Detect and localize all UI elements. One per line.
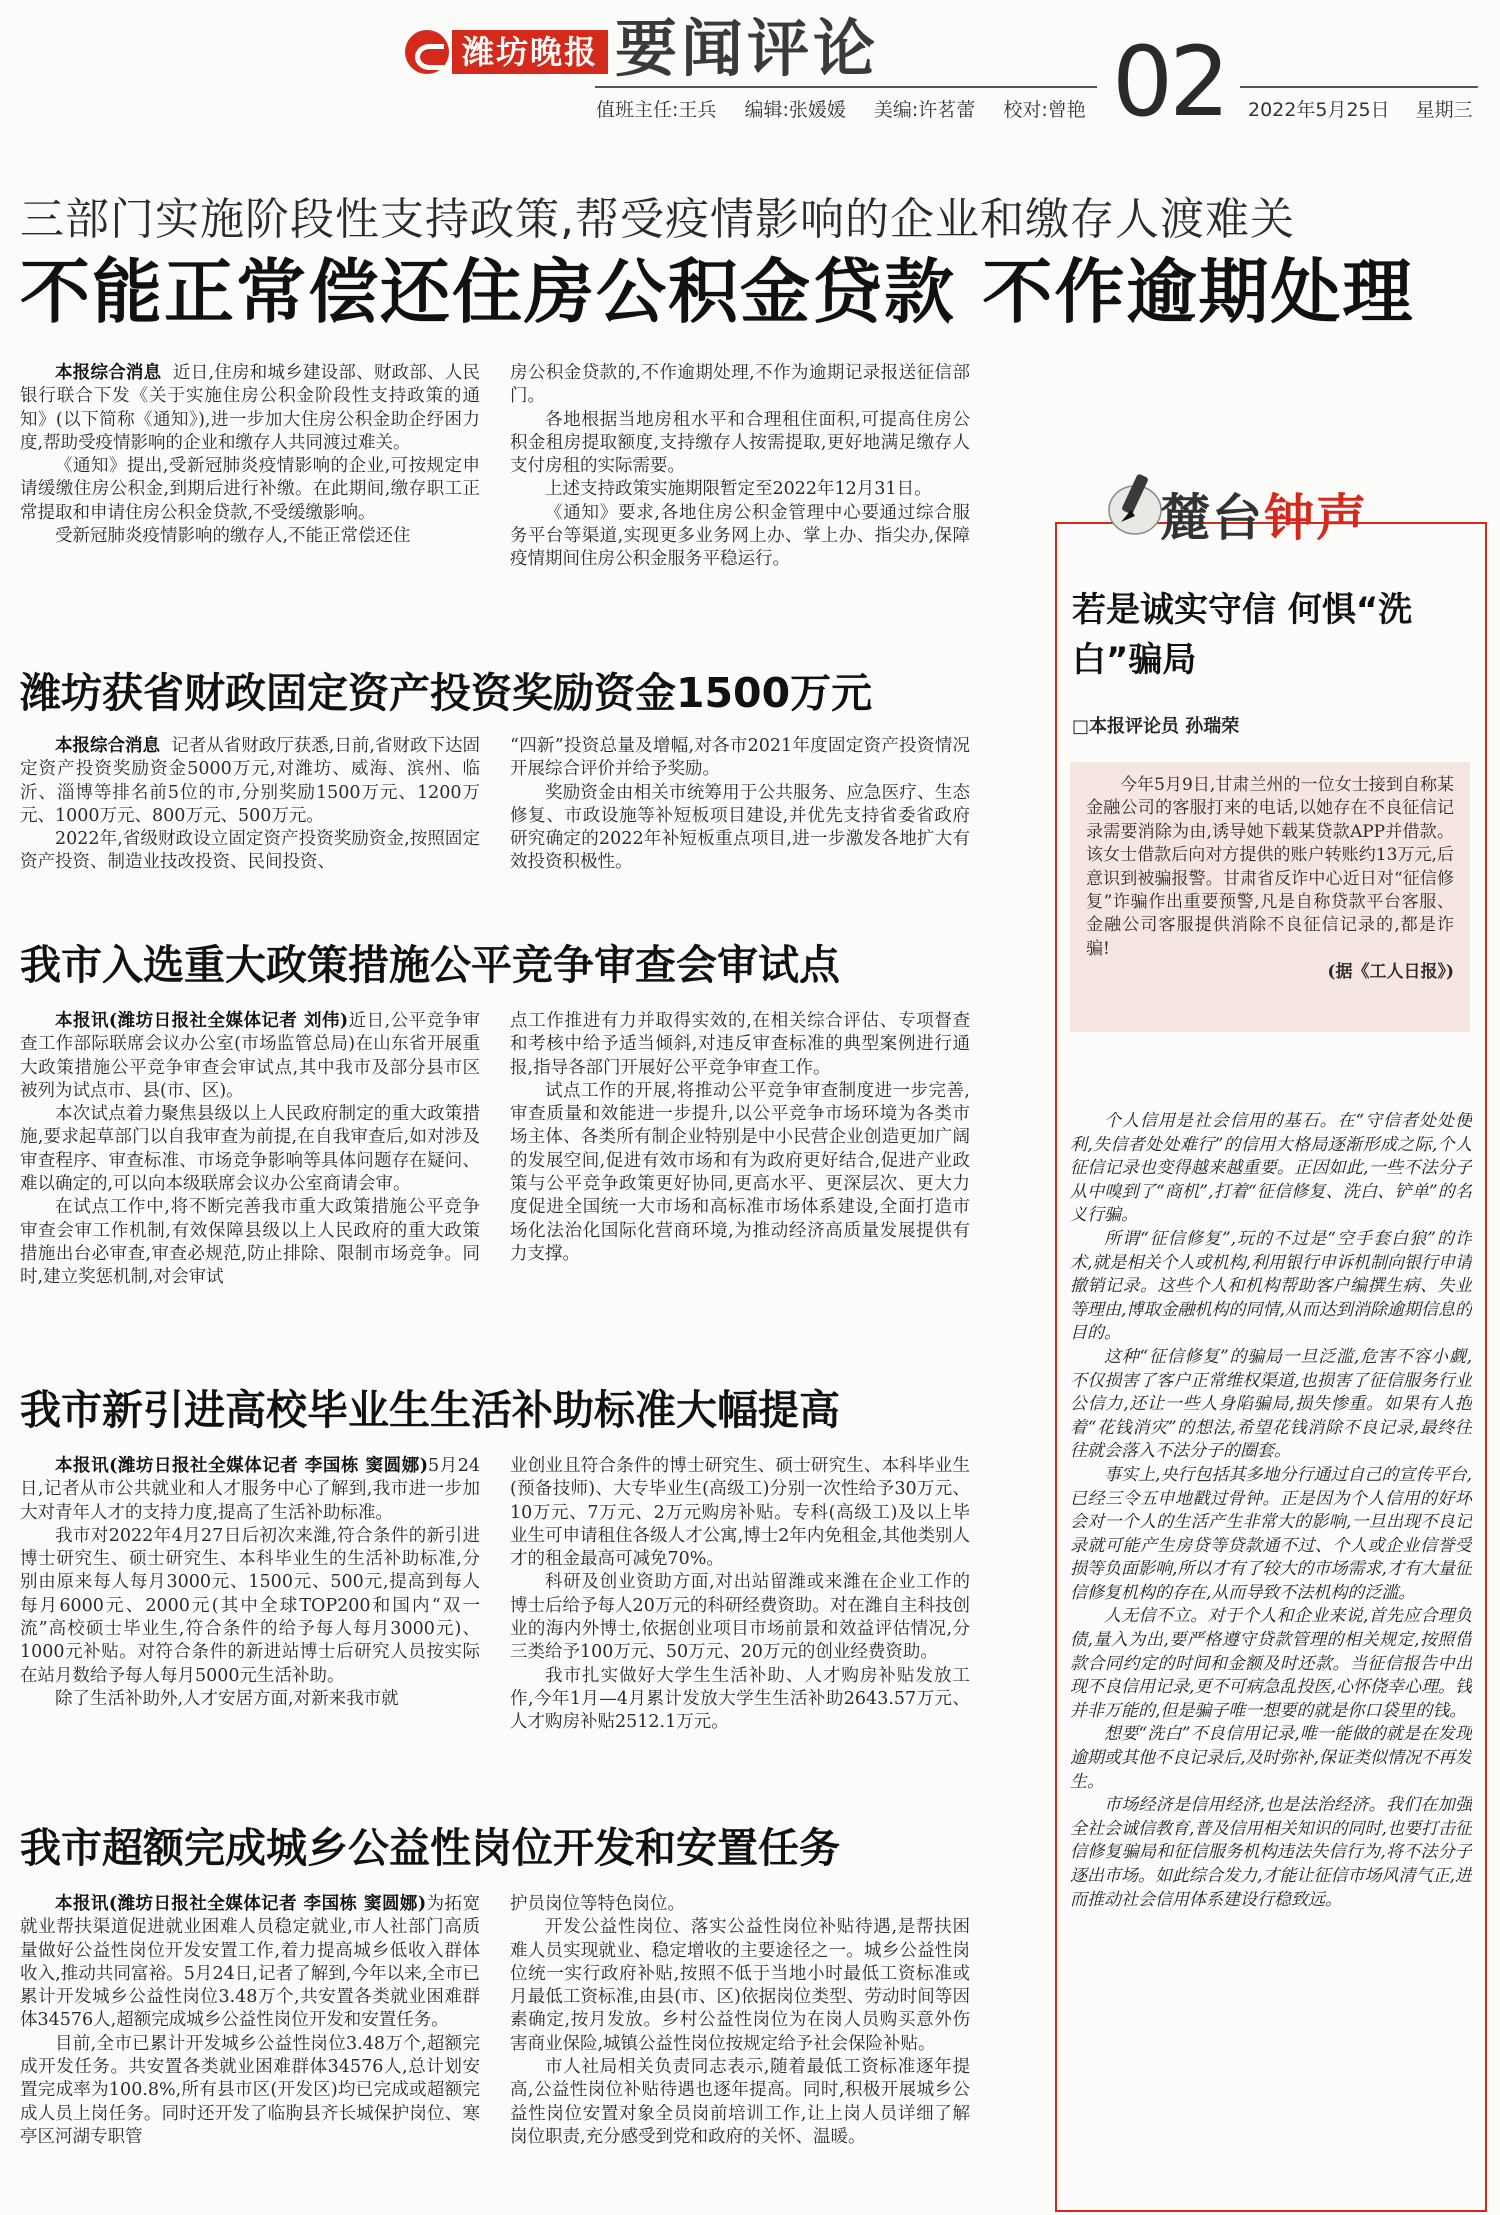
story3-column-1: 本报讯(潍坊日报社全媒体记者 刘伟)近日,公平竞争审查工作部际联席会议办公室(市场监管总局)在山东省开展重大政策措施公平竞争审查会审试点,其中我市及部分县市区被列为试点市、县(市、区)。 本次试点着力聚焦县级以上人民政府制定的重大政策措施,要求起草部门以自我审查为前提,在自我审查后,如对涉及审查程序、审查标准、市场竞争影响等具体问题存在疑问、难以确定的,可以向本级联席会议办公室商请会审。 在试点工作中,将不断完善我市重大政策措施公平竞争审查会审工作机制,有效保障县级以上人民政府的重大政策措施出台必审查,审查必规范,防止排除、限制市场竞争。同时,建立奖惩机制,对会审试 [20,1011,480,1288]
staff-duty-chief: 值班主任:王兵 [596,99,717,121]
story4-headline: 我市新引进高校毕业生生活补助标准大幅提高 [20,1386,840,1434]
staff-designer: 美编:许茗蕾 [873,99,976,121]
story3-column-2: 点工作推进有力并取得实效的,在相关综合评估、专项督查和考核中给予适当倾斜,对违反审查标准的典型案例进行通报,指导各部门开展好公平竞争审查工作。 试点工作的开展,将推动公平竞争审查制度进一步完善,审查质量和效能进一步提升,以公平竞争市场环境为各类市场主体、各类所有制企业特别是中小民营企业创造更加广阔的发展空间,促进有效市场和有为政府更好结合,促进产业政策与公平竞争政策更好协同,更高水平、更深层次、更大力度促进全国统一大市场和高标准市场体系建设,全面打造市场化法治化国际化营商环境,为推动经济高质量发展提供有力支撑。 [510,1011,970,1264]
newspaper-logo-icon [405,30,449,74]
masthead [0,0,1500,138]
paper-name: 潍坊晚报 [452,30,608,74]
story2-headline: 潍坊获省财政固定资产投资奖励资金1500万元 [20,669,873,717]
lead-kicker: 三部门实施阶段性支持政策,帮受疫情影响的企业和缴存人渡难关 [20,194,1295,245]
commentary-byline: □本报评论员 孙瑞荣 [1072,716,1240,737]
quote-source: (据《工人日报》) [1327,962,1454,983]
story5-column-2: 护员岗位等特色岗位。 开发公益性岗位、落实公益性岗位补贴待遇,是帮扶困难人员实现就业、稳定增收的主要途径之一。城乡公益性岗位统一实行政府补贴,按照不低于当地小时最低工资标准或月最低工资标准,由县(市、区)依据岗位类型、劳动时间等因素确定,按月发放。乡村公益性岗位为在岗人员购买意外伤害商业保险,城镇公益性岗位按规定给予社会保险补贴。 市人社局相关负责同志表示,随着最低工资标准逐年提高,公益性岗位补贴待遇也逐年提高。同时,积极开展城乡公益性岗位安置对象全员岗前培训工作,让上岗人员详细了解岗位职责,充分感受到党和政府的关怀、温暖。 [510,1894,970,2147]
lead-column-1: 本报综合消息 近日,住房和城乡建设部、财政部、人民银行联合下发《关于实施住房公积金阶段性支持政策的通知》(以下简称《通知》),进一步加大住房公积金助企纾困力度,帮助受疫情影响的企业和缴存人共同渡过难关。 《通知》提出,受新冠肺炎疫情影响的企业,可按规定申请缓缴住房公积金,到期后进行补缴。在此期间,缴存职工正常提取和申请住房公积金贷款,不受缓缴影响。 受新冠肺炎疫情影响的缴存人,不能正常偿还住 [20,363,480,547]
story4-column-2: 业创业且符合条件的博士研究生、硕士研究生、本科毕业生(预备技师)、大专毕业生(高级工)分别一次性给予30万元、10万元、7万元、2万元购房补贴。专科(高级工)及以上毕业生可申请租住各级人才公寓,博士2年内免租金,其他类别人才的租金最高可减免70%。 科研及创业资助方面,对出站留潍或来潍在企业工作的博士后给予每人20万元的科研经费资助。对在潍自主科技创业的海内外博士,依据创业项目市场前景和效益评估情况,分三类给予100万元、50万元、20万元的创业经费资助。 我市扎实做好大学生生活补助、人才购房补贴发放工作,今年1月—4月累计发放大学生生活补助2643.57万元、人才购房补贴2512.1万元。 [510,1456,970,1733]
story3-headline: 我市入选重大政策措施公平竞争审查会审试点 [20,941,840,989]
lead-headline: 不能正常偿还住房公积金贷款 不作逾期处理 [20,251,1415,333]
page-number: 02 [1112,26,1227,138]
story5-column-1: 本报讯(潍坊日报社全媒体记者 李国栋 窦圆娜)为拓宽就业帮扶渠道促进就业困难人员稳定就业,市人社部门高质量做好公益性岗位开发安置工作,着力提高城乡低收入群体收入,推动共同富裕。5月24日,记者了解到,今年以来,全市已累计开发城乡公益性岗位3.48万个,共安置各类就业困难群体34576人,超额完成城乡公益性岗位开发和安置任务。 目前,全市已累计开发城乡公益性岗位3.48万个,超额完成开发任务。共安置各类就业困难群体34576人,总计划安置完成率为100.8%,所有县市区(开发区)均已完成或超额完成人员上岗任务。同时还开发了临朐县齐长城保护岗位、寒亭区河湖专职管 [20,1894,480,2147]
staff-credits [596,95,1108,122]
commentary-body: 个人信用是社会信用的基石。在“守信者处处便利,失信者处处难行”的信用大格局逐渐形成之际,个人征信记录也变得越来越重要。正因如此,一些不法分子从中嗅到了“商机”,打着“征信修复、洗白、铲单”的名义行骗。 所谓“征信修复”,玩的不过是“空手套白狼”的诈术,就是相关个人或机构,利用银行申诉机制向银行申请撤销记录。这些个人和机构帮助客户编撰生病、失业等理由,博取金融机构的同情,从而达到消除逾期信息的目的。 这种“征信修复”的骗局一旦泛滥,危害不容小觑,不仅损害了客户正常维权渠道,也损害了征信服务行业公信力,还让一些人身陷骗局,损失惨重。如果有人抱着“花钱消灾”的想法,希望花钱消除不良记录,最终往往就会落入不法分子的圈套。 事实上,央行包括其多地分行通过自己的宣传平台,已经三令五申地戳过骨钟。正是因为个人信用的好坏会对一个人的生活产生非常大的影响,一旦出现不良记录就可能产生房贷等贷款通不过、个人或企业信誉受损等负面影响,所以才有了较大的市场需求,才有大量征信修复机构的存在,从而导致不法机构的泛滥。 人无信不立。对于个人和企业来说,首先应合理负债,量入为出,要严格遵守贷款管理的相关规定,按照借款合同约定的时间和金额及时还款。当征信报告中出现不良信用记录,更不可病急乱投医,心怀侥幸心理。钱并非万能的,但是骗子唯一想要的就是你口袋里的钱。 想要“洗白”不良信用记录,唯一能做的就是在发现逾期或其他不良记录后,及时弥补,保证类似情况不再发生。 市场经济是信用经济,也是法治经济。我们在加强全社会诚信教育,普及信用相关知识的同时,也要打击征信修复骗局和征信服务机构违法失信行为,将不法分子逐出市场。如此综合发力,才能让征信市场风清气正,进而推动社会信用体系建设行稳致远。 [1070,1111,1472,1910]
section-name: 要闻评论 [615,12,880,85]
lead-column-2: 房公积金贷款的,不作逾期处理,不作为逾期记录报送征信部门。 各地根据当地房租水平和合理租住面积,可提高住房公积金租房提取额度,支持缴存人按需提取,更好地满足缴存人支付房租的实际需要。 上述支持政策实施期限暂定至2022年12月31日。 《通知》要求,各地住房公积金管理中心要通过综合服务平台等渠道,实现更多业务网上办、掌上办、指尖办,保障疫情期间住房公积金服务平稳运行。 [510,363,970,570]
divider [1240,86,1478,88]
commentary-quote-box: 今年5月9日,甘肃兰州的一位女士接到自称某金融公司的客服打来的电话,以她存在不良征信记录需要消除为由,诱导她下载某贷款APP并借款。该女士借款后向对方提供的账户转账约13万元,后意识到被骗报警。甘肃省反诈中心近日对“征信修复”诈骗作出重要预警,凡是自称贷款平台客服、金融公司客服提供消除不良征信记录的,都是诈骗! (据《工人日报》) [1070,762,1470,1032]
story4-column-1: 本报讯(潍坊日报社全媒体记者 李国栋 窦圆娜)5月24日,记者从市公共就业和人才服务中心了解到,我市进一步加大对青年人才的支持力度,提高了生活补助标准。 我市对2022年4月27日后初次来潍,符合条件的新引进博士研究生、硕士研究生、本科毕业生的生活补助标准,分别由原来每人每月3000元、1500元、500元,提高到每人每月6000元、2000元(其中全球TOP200和国内“双一流”高校硕士毕业生,符合条件的给予每人每月3000元)、1000元补贴。对符合条件的新进站博士后研究人员按实际在站月数给予每人每月5000元生活补助。 除了生活补助外,人才安居方面,对新来我市就 [20,1456,480,1709]
story5-headline: 我市超额完成城乡公益性岗位开发和安置任务 [20,1824,840,1872]
story2-column-2: “四新”投资总量及增幅,对各市2021年度固定资产投资情况开展综合评价并给予奖励。 奖励资金由相关市统筹用于公共服务、应急医疗、生态修复、市政设施等补短板项目建设,并优先支持省委省政府研究确定的2022年补短板重点项目,进一步激发各地扩大有效投资积极性。 [510,736,970,873]
brush-pen-icon [1105,470,1165,540]
staff-editor: 编辑:张媛媛 [744,99,846,121]
issue-date [1248,95,1493,122]
divider [595,86,1097,88]
column-name: 麓台钟声 [1160,489,1368,547]
date: 2022年5月25日 [1248,99,1390,121]
byline: 本报综合消息 [55,363,162,383]
story2-column-1: 本报综合消息 记者从省财政厅获悉,日前,省财政下达固定资产投资奖励资金5000万元,对潍坊、威海、滨州、临沂、淄博等排名前5位的市,分别奖励1500万元、1200万元、1000万元、800万元、500万元。 2022年,省级财政设立固定资产投资奖励资金,按照固定资产投资、制造业技改投资、民间投资、 [20,736,480,873]
commentary-title: 若是诚实守信 何惧“洗白”骗局 [1072,590,1413,680]
weekday: 星期三 [1415,99,1473,121]
staff-proofreader: 校对:曾艳 [1003,99,1086,121]
